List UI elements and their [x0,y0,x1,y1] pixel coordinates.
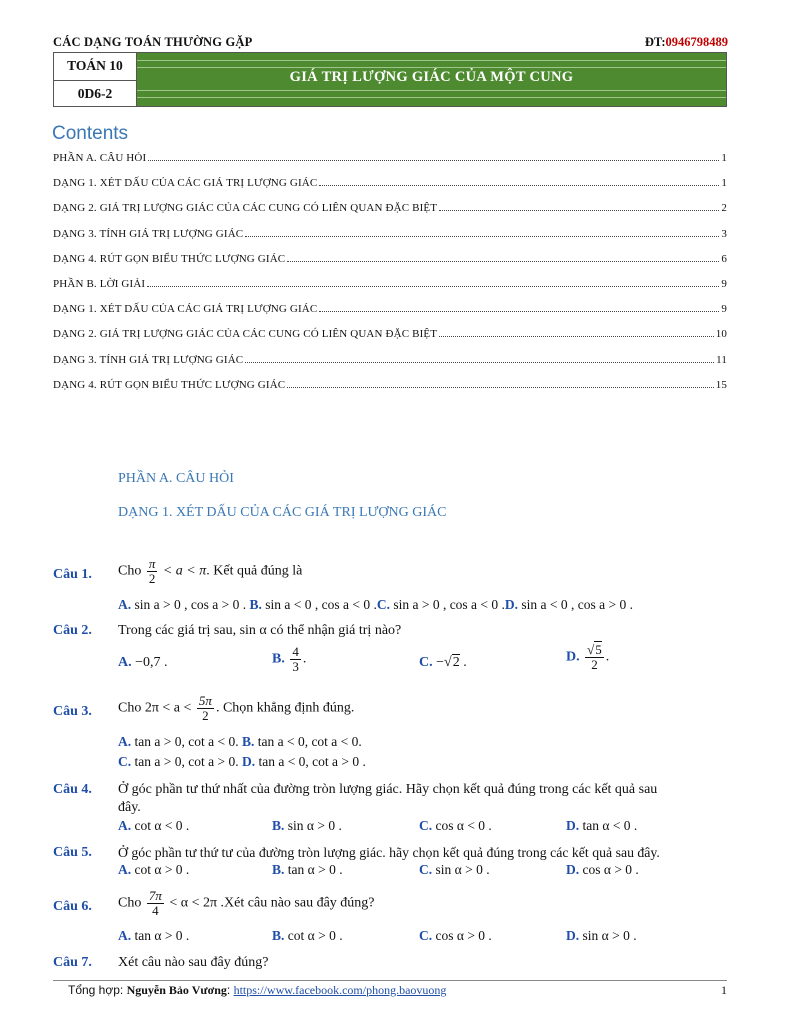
course-code-box [54,53,137,106]
question-2-option-b: B. $\frac{4}{3}$ . [272,644,307,674]
toc-leader-dots [319,185,719,186]
facebook-link[interactable]: https://www.facebook.com/phong.baovuong [233,983,447,997]
question-6-option-d: D. sin α > 0 . [566,928,637,943]
toc-entry-page: 3 [721,227,727,240]
toc-entry-page: 9 [721,303,727,316]
toc-entry-label: DẠNG 1. XÉT DẤU CỦA CÁC GIÁ TRỊ LƯỢNG GIÁC [53,177,318,190]
toc-entry-label: PHẦN A. CÂU HỎI [53,152,147,164]
toc-entry-page: 1 [721,152,727,164]
toc-entry-page: 2 [721,202,727,215]
fraction: $\frac{\pi}{2}$ [148,556,156,586]
toc-entry-page: 6 [721,252,727,265]
toc-entry[interactable] [53,152,727,164]
toc-leader-dots [287,387,713,388]
footer-divider [53,980,727,981]
question-4-stem-cont: đây. [118,800,141,815]
question-6-label: Câu 6. [53,899,92,914]
toc-entry-page: 9 [721,278,727,290]
phone-number: 0946798489 [665,35,728,49]
section-heading-form-1[interactable]: DẠNG 1. XÉT DẤU CỦA CÁC GIÁ TRỊ LƯỢNG GIÁC [118,505,447,520]
toc-entry[interactable] [53,328,727,340]
page-number: 1 [721,983,727,997]
question-7-label: Câu 7. [53,955,92,970]
toc-leader-dots [287,261,719,262]
question-1-label: Câu 1. [53,567,92,582]
question-7-stem: Xét câu nào sau đây đúng? [118,955,269,970]
question-3-options-row-2: C. tan a > 0, cot a > 0. D. tan a < 0, cot a > 0 . [118,754,366,769]
question-4-option-d: D. tan α < 0 . [566,818,638,833]
course-code: TOÁN 10 [54,53,136,81]
question-5-option-b: B. tan α > 0 . [272,862,343,877]
question-3-options-row-1: A. tan a > 0, cot a < 0. B. tan a < 0, cot a < 0. [118,734,362,749]
toc-leader-dots [439,336,714,337]
question-5-option-c: C. sin α > 0 . [419,862,490,877]
toc-entry-label: DẠNG 2. GIÁ TRỊ LƯỢNG GIÁC CỦA CÁC CUNG CÓ LIÊN QUAN ĐẶC BIỆT [53,328,438,341]
footer-credit: Tổng hợp: Nguyễn Bảo Vương: https://www.facebook.com/phong.baovuong [68,983,447,997]
toc-entry[interactable] [53,303,727,315]
question-4-label: Câu 4. [53,782,92,797]
question-4-option-b: B. sin α > 0 . [272,818,342,833]
toc-leader-dots [245,362,714,363]
toc-entry[interactable] [53,202,727,214]
toc-entry-page: 11 [716,353,727,366]
running-header-title: CÁC DẠNG TOÁN THƯỜNG GẶP [53,35,253,49]
toc-entry-page: 1 [721,177,727,190]
title-banner [53,52,727,107]
question-6-option-a: A. tan α > 0 . [118,928,190,943]
question-3-stem: Cho 2π < a < $\frac{5\pi}{2}$ . Chọn khẳng định đúng. [118,693,355,723]
question-1-stem: Cho $\frac{\pi}{2}$ < a < π. Kết quả đúng là [118,556,303,586]
section-heading-part-a[interactable]: PHẦN A. CÂU HỎI [118,471,234,486]
document-title: GIÁ TRỊ LƯỢNG GIÁC CỦA MỘT CUNG [289,69,574,85]
toc-entry-page: 10 [715,328,727,341]
toc-entry-label: DẠNG 4. RÚT GỌN BIỂU THỨC LƯỢNG GIÁC [53,378,286,391]
toc-entry[interactable] [53,177,727,189]
toc-leader-dots [245,236,719,237]
question-5-stem: Ở góc phần tư thứ tư của đường tròn lượng giác. hãy chọn kết quả đúng trong các kết quả sau đây. [118,845,660,860]
question-4-option-c: C. cos α < 0 . [419,818,492,833]
toc-entry-label: DẠNG 3. TÍNH GIÁ TRỊ LƯỢNG GIÁC [53,353,244,366]
question-2-option-c: C. −√2 . [419,655,467,670]
toc-leader-dots [147,286,719,287]
question-5-option-d: D. cos α > 0 . [566,862,639,877]
toc-entry-page: 15 [715,378,727,391]
phone-label: ĐT: [644,35,666,49]
question-4-stem: Ở góc phần tư thứ nhất của đường tròn lượng giác. Hãy chọn kết quả đúng trong các kết quả sau [118,782,658,797]
question-2-stem: Trong các giá trị sau, sin α có thể nhận giá trị nào? [118,623,402,638]
toc-entry-label: DẠNG 4. RÚT GỌN BIỂU THỨC LƯỢNG GIÁC [53,252,286,265]
toc-entry-label: PHẦN B. LỜI GIẢI [53,278,146,290]
contents-heading: Contents [52,123,129,144]
question-5-label: Câu 5. [53,845,92,860]
question-2-option-d: D. $\frac{√5}{2}$ . [566,642,610,672]
question-6-option-c: C. cos α > 0 . [419,928,492,943]
toc-entry[interactable] [53,278,727,290]
toc-entry[interactable] [53,379,727,391]
question-6-stem: Cho $\frac{7\pi}{4}$ < α < 2π .Xét câu nào sau đây đúng? [118,888,375,918]
toc-entry-label: DẠNG 2. GIÁ TRỊ LƯỢNG GIÁC CỦA CÁC CUNG CÓ LIÊN QUAN ĐẶC BIỆT [53,202,438,215]
question-1-options: A. sin a > 0 , cos a > 0 . B. sin a < 0 , cos a < 0 .C. sin a > 0 , cos a < 0 .D. sin a < 0 , cos a > 0 . [118,597,634,612]
toc-entry-label: DẠNG 3. TÍNH GIÁ TRỊ LƯỢNG GIÁC [53,227,244,240]
toc-leader-dots [148,160,719,161]
toc-leader-dots [319,311,719,312]
toc-entry[interactable] [53,228,727,240]
question-2-label: Câu 2. [53,623,92,638]
author-name: Nguyễn Bảo Vương [126,983,227,997]
toc-leader-dots [439,210,719,211]
question-3-label: Câu 3. [53,704,92,719]
lesson-code: 0D6-2 [77,85,113,101]
toc-entry[interactable] [53,354,727,366]
toc-entry[interactable] [53,253,727,265]
question-2-option-a: A. −0,7 . [118,655,168,670]
question-6-option-b: B. cot α > 0 . [272,928,343,943]
toc-entry-label: DẠNG 1. XÉT DẤU CỦA CÁC GIÁ TRỊ LƯỢNG GIÁC [53,303,318,316]
running-header-phone [645,35,728,50]
question-5-option-a: A. cot α > 0 . [118,862,190,877]
question-4-option-a: A. cot α < 0 . [118,818,190,833]
